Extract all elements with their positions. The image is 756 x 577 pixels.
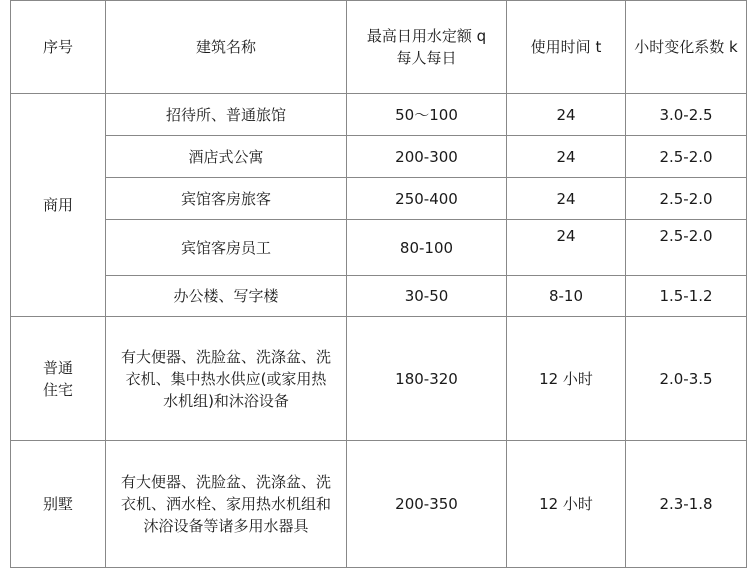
group-residential-line1: 普通 <box>42 358 73 377</box>
table-row <box>11 136 747 178</box>
row-quota: 30-50 <box>347 276 507 317</box>
water-quota-table <box>10 0 747 568</box>
header-row <box>11 1 747 94</box>
residential-time: 12 小时 <box>507 317 626 441</box>
row-coef: 2.5-2.0 <box>626 178 747 220</box>
row-time: 24 <box>507 178 626 220</box>
residential-name-line: 衣机、集中热水供应(或家用热 <box>125 369 327 388</box>
table-row <box>11 220 747 276</box>
villa-name-line: 衣机、洒水栓、家用热水机组和 <box>120 495 331 513</box>
row-quota: 250-400 <box>347 178 507 220</box>
row-time: 24 <box>507 94 626 136</box>
row-time: 24 <box>507 220 626 276</box>
group-villa: 别墅 <box>11 441 106 568</box>
row-quota: 200-300 <box>347 136 507 178</box>
residential-name <box>106 317 347 441</box>
header-name: 建筑名称 <box>106 1 347 94</box>
residential-row <box>11 317 747 441</box>
row-coef: 1.5-1.2 <box>626 276 747 317</box>
row-name: 宾馆客房旅客 <box>106 178 347 220</box>
row-name: 酒店式公寓 <box>106 136 347 178</box>
header-quota-line2: 每人每日 <box>396 49 457 67</box>
residential-name-line: 有大便器、洗脸盆、洗涤盆、洗 <box>120 347 331 366</box>
header-quota-line1: 最高日用水定额 q <box>366 27 487 45</box>
row-coef: 3.0-2.5 <box>626 94 747 136</box>
table-row <box>11 178 747 220</box>
villa-name <box>106 441 347 568</box>
residential-coef: 2.0-3.5 <box>626 317 747 441</box>
villa-name-line: 有大便器、洗脸盆、洗涤盆、洗 <box>120 473 331 491</box>
table-row <box>11 276 747 317</box>
group-residential <box>11 317 106 441</box>
row-quota: 80-100 <box>347 220 507 276</box>
table-row <box>11 94 747 136</box>
header-time: 使用时间 t <box>507 1 626 94</box>
villa-coef: 2.3-1.8 <box>626 441 747 568</box>
villa-row <box>11 441 747 568</box>
row-name: 招待所、普通旅馆 <box>106 94 347 136</box>
residential-quota: 180-320 <box>347 317 507 441</box>
header-quota <box>347 1 507 94</box>
group-residential-line2: 住宅 <box>42 380 73 399</box>
row-time: 24 <box>507 136 626 178</box>
villa-name-line: 沐浴设备等诸多用水器具 <box>143 517 309 535</box>
row-name: 办公楼、写字楼 <box>106 276 347 317</box>
row-time: 8-10 <box>507 276 626 317</box>
row-coef: 2.5-2.0 <box>626 220 747 276</box>
villa-time: 12 小时 <box>507 441 626 568</box>
header-coef: 小时变化系数 k <box>626 1 747 94</box>
row-name: 宾馆客房员工 <box>106 220 347 276</box>
group-commercial: 商用 <box>11 94 106 317</box>
row-quota: 50～100 <box>347 94 507 136</box>
header-seq: 序号 <box>11 1 106 94</box>
row-coef: 2.5-2.0 <box>626 136 747 178</box>
villa-quota: 200-350 <box>347 441 507 568</box>
residential-name-line: 水机组)和沐浴设备 <box>163 391 289 410</box>
